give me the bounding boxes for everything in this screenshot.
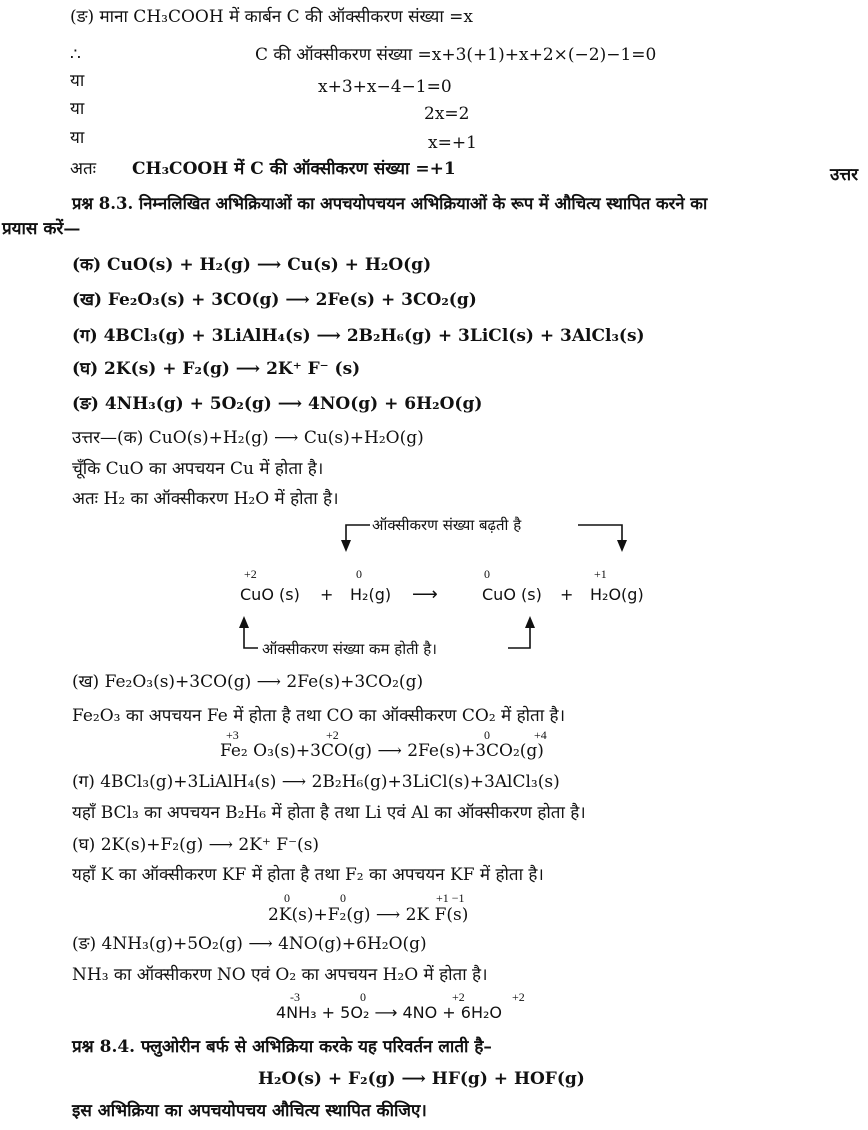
ans-b-line-1: (ख) Fe₂O₃(s)+3CO(g) ⟶ 2Fe(s)+3CO₂(g)	[72, 672, 424, 692]
up-arrow-left-head	[239, 616, 249, 628]
species-2: H₂(g)	[350, 585, 392, 604]
ans-e-ox-3: +2	[452, 990, 465, 1004]
ans-d-ox-1: 0	[284, 891, 290, 905]
ans-b-ox-1: +3	[226, 728, 239, 742]
plus-1: +	[320, 585, 334, 604]
plus-2: +	[560, 585, 574, 604]
ans-a-line-1: उत्तर—(क) CuO(s)+H₂(g) ⟶ Cu(s)+H₂O(g)	[72, 428, 424, 448]
ox-num-2: 0	[356, 567, 362, 581]
ans-b-ox-2: +2	[326, 728, 339, 742]
q83-reaction-d: (घ) 2K(s) + F₂(g) ⟶ 2K⁺ F⁻ (s)	[72, 359, 361, 379]
q83-reaction-a: (क) CuO(s) + H₂(g) ⟶ Cu(s) + H₂O(g)	[72, 255, 432, 275]
species-4: H₂O(g)	[590, 585, 644, 604]
ans-b-line-2: Fe₂O₃ का अपचयन Fe में होता है तथा CO का ऑक्सीकरण CO₂ में होता है।	[72, 706, 566, 726]
part-e-line-5: x=+1	[428, 133, 477, 153]
up-arrow-right-head	[525, 616, 535, 628]
part-e-line-4: 2x=2	[424, 104, 470, 124]
top-bracket-right	[578, 525, 622, 546]
oxidation-decrease-label: ऑक्सीकरण संख्या कम होती है।	[262, 640, 437, 658]
ox-num-4: +1	[594, 567, 607, 581]
ans-d-line-2: यहाँ K का ऑक्सीकरण KF में होता है तथा F₂ का अपचयन KF में होता है।	[72, 865, 544, 885]
ans-e-line-2: NH₃ का ऑक्सीकरण NO एवं O₂ का अपचयन H₂O में होता है।	[72, 965, 488, 985]
ans-b-ox-3: 0	[484, 728, 490, 742]
oxidation-increase-label: ऑक्सीकरण संख्या बढ़ती है	[372, 516, 522, 534]
ox-num-1: +2	[244, 567, 257, 581]
part-e-line-1: (ङ) माना CH₃COOH में कार्बन C की ऑक्सीकरण संख्या =x	[70, 7, 474, 27]
ans-e-ox-1: -3	[290, 990, 300, 1004]
part-e-line-3: x+3+x−4−1=0	[318, 77, 452, 97]
part-e-line-2: C की ऑक्सीकरण संख्या =x+3(+1)+x+2×(−2)−1=0	[255, 45, 657, 65]
reaction-arrow: ⟶	[412, 584, 438, 605]
ans-e-ox-4: +2	[512, 990, 525, 1004]
q83-reaction-c: (ग) 4BCl₃(g) + 3LiAlH₄(s) ⟶ 2B₂H₆(g) + 3LiCl(s) + 3AlCl₃(s)	[72, 326, 645, 346]
q83-reaction-e: (ङ) 4NH₃(g) + 5O₂(g) ⟶ 4NO(g) + 6H₂O(g)	[72, 394, 483, 414]
ox-num-3: 0	[484, 567, 490, 581]
q84-title: प्रश्न 8.4. फ्लुओरीन बर्फ से अभिक्रिया करके यह परिवर्तन लाती है–	[72, 1037, 492, 1057]
ans-d-line-1: (घ) 2K(s)+F₂(g) ⟶ 2K⁺ F⁻(s)	[72, 835, 320, 855]
ans-a-line-3: अतः H₂ का ऑक्सीकरण H₂O में होता है।	[72, 489, 339, 509]
atah-label: अतः	[70, 159, 97, 179]
down-arrow-right-head	[617, 540, 627, 552]
ans-d-ox-2: 0	[340, 891, 346, 905]
ans-e-line-1: (ङ) 4NH₃(g)+5O₂(g) ⟶ 4NO(g)+6H₂O(g)	[72, 934, 427, 954]
q84-instruction: इस अभिक्रिया का अपचयोपचय औचित्य स्थापित कीजिए।	[72, 1101, 427, 1121]
ya-label-2: या	[70, 99, 85, 119]
down-arrow-left-head	[341, 540, 351, 552]
species-3: CuO (s)	[482, 585, 542, 604]
ans-c-line-2: यहाँ BCl₃ का अपचयन B₂H₆ में होता है तथा Li एवं Al का ऑक्सीकरण होता है।	[72, 803, 586, 823]
ans-d-equation: 2K(s)+F₂(g) ⟶ 2K F(s)	[268, 905, 469, 925]
q83-title-cont: प्रयास करें—	[2, 219, 81, 239]
q84-equation: H₂O(s) + F₂(g) ⟶ HF(g) + HOF(g)	[258, 1069, 585, 1089]
q83-title: प्रश्न 8.3. निम्नलिखित अभिक्रियाओं का अपचयोपचयन अभिक्रियाओं के रूप में औचित्य स्थापित करने का	[72, 194, 708, 213]
ya-label-3: या	[70, 128, 85, 148]
therefore-symbol: ∴	[70, 45, 81, 65]
answer-tag: उत्तर	[830, 165, 859, 185]
species-1: CuO (s)	[240, 585, 300, 604]
ans-e-equation: 4NH₃ + 5O₂ ⟶ 4NO + 6H₂O	[276, 1003, 503, 1022]
q83-reaction-b: (ख) Fe₂O₃(s) + 3CO(g) ⟶ 2Fe(s) + 3CO₂(g)	[72, 290, 477, 310]
ans-b-ox-4: +4	[534, 728, 547, 742]
ans-b-equation: Fe₂ O₃(s)+3CO(g) ⟶ 2Fe(s)+3CO₂(g)	[220, 741, 544, 761]
ans-e-ox-2: 0	[360, 990, 366, 1004]
ans-d-ox-3: +1 −1	[436, 891, 465, 905]
ya-label-1: या	[70, 71, 85, 91]
ans-a-line-2: चूँकि CuO का अपचयन Cu में होता है।	[72, 459, 324, 479]
part-e-conclusion: CH₃COOH में C की ऑक्सीकरण संख्या =+1	[132, 159, 456, 179]
ans-c-line-1: (ग) 4BCl₃(g)+3LiAlH₄(s) ⟶ 2B₂H₆(g)+3LiCl(s)+3AlCl₃(s)	[72, 772, 560, 792]
